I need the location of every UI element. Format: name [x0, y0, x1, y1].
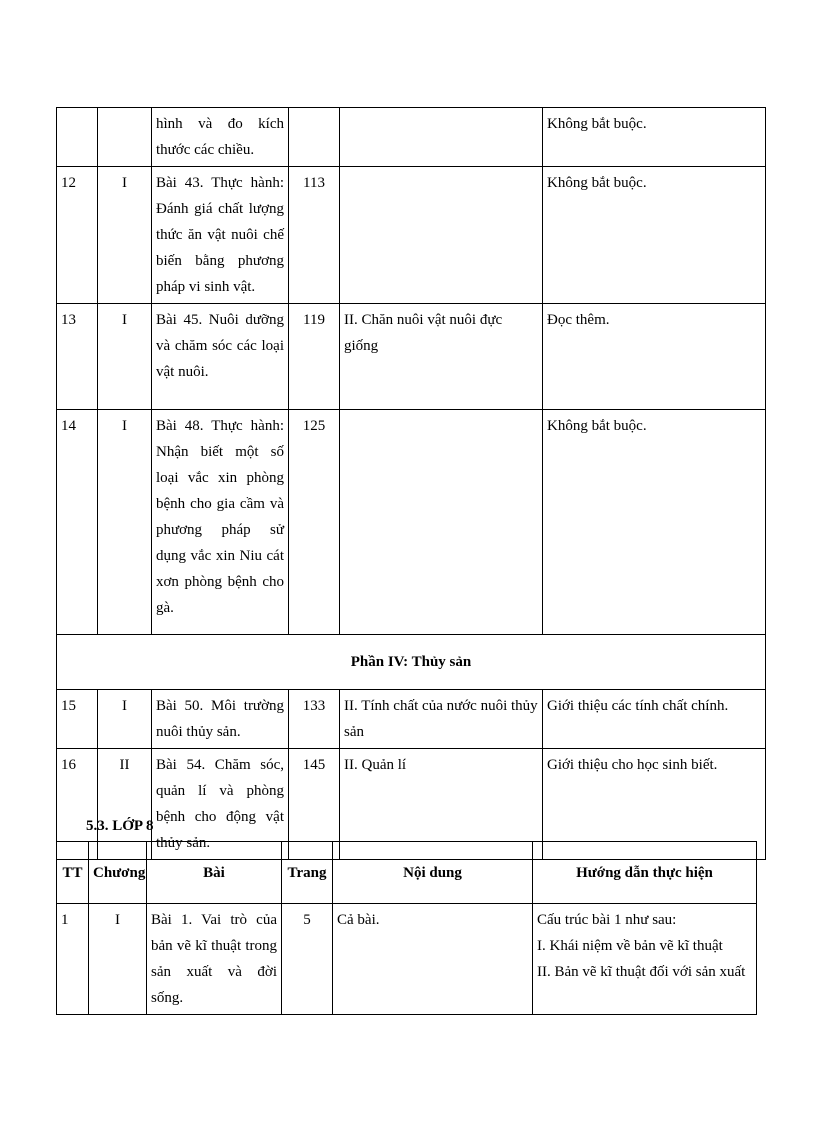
cell-trang [289, 108, 340, 167]
section-row [57, 635, 766, 690]
header-chuong: Chương [89, 842, 147, 904]
cell-chuong: I [98, 690, 152, 749]
header-noi-dung: Nội dung [333, 842, 533, 904]
cell-chuong [98, 108, 152, 167]
main-table [56, 107, 766, 860]
cell-trang: 133 [289, 690, 340, 749]
cell-chuong: I [98, 167, 152, 304]
header-tt: TT [57, 842, 89, 904]
table-row [57, 304, 766, 410]
cell-noi-dung [340, 108, 543, 167]
header-bai: Bài [147, 842, 282, 904]
cell-huong-dan: Đọc thêm. [543, 304, 766, 410]
cell-tt: 1 [57, 904, 89, 1015]
table-row [57, 108, 766, 167]
cell-bai: Bài 45. Nuôi dưỡng và chăm sóc các loại vật nuôi. [152, 304, 289, 410]
cell-huong-dan: Giới thiệu cho học sinh biết. [543, 749, 766, 860]
huong-dan-line: I. Khái niệm về bản vẽ kĩ thuật [537, 938, 723, 954]
cell-bai: Bài 1. Vai trò của bản vẽ kĩ thuật trong sản xuất và đời sống. [147, 904, 282, 1015]
cell-trang: 5 [282, 904, 333, 1015]
cell-tt: 12 [57, 167, 98, 304]
cell-noi-dung [340, 410, 543, 635]
cell-tt [57, 108, 98, 167]
header-trang: Trang [282, 842, 333, 904]
cell-huong-dan: Không bắt buộc. [543, 410, 766, 635]
cell-chuong: I [89, 904, 147, 1015]
cell-tt: 13 [57, 304, 98, 410]
cell-noi-dung: Cả bài. [333, 904, 533, 1015]
cell-bai: Bài 54. Chăm sóc, quản lí và phòng bệnh cho động vật thủy sản. [152, 749, 289, 860]
cell-huong-dan: Giới thiệu các tính chất chính. [543, 690, 766, 749]
cell-chuong: I [98, 304, 152, 410]
cell-noi-dung: II. Tính chất của nước nuôi thủy sản [340, 690, 543, 749]
cell-tt: 15 [57, 690, 98, 749]
cell-noi-dung: II. Chăn nuôi vật nuôi đực giống [340, 304, 543, 410]
cell-noi-dung: II. Quản lí [340, 749, 543, 860]
header-huong-dan: Hướng dẫn thực hiện [533, 842, 757, 904]
cell-bai: Bài 48. Thực hành: Nhận biết một số loại vắc xin phòng bệnh cho gia cầm và phương pháp sử dụng vắc xin Niu cát xơn phòng bệnh cho gà. [152, 410, 289, 635]
table-row [57, 690, 766, 749]
section-heading-lop8: 5.3. LỚP 8 [86, 818, 154, 834]
cell-chuong: I [98, 410, 152, 635]
cell-trang: 125 [289, 410, 340, 635]
cell-huong-dan: Không bắt buộc. [543, 108, 766, 167]
cell-noi-dung [340, 167, 543, 304]
cell-chuong: II [98, 749, 152, 860]
huong-dan-line: II. Bản vẽ kĩ thuật đối với sản xuất [537, 964, 746, 980]
cell-huong-dan: Không bắt buộc. [543, 167, 766, 304]
cell-huong-dan [533, 904, 757, 1015]
cell-tt: 16 [57, 749, 98, 860]
cell-bai: hình và đo kích thước các chiều. [152, 108, 289, 167]
cell-trang: 113 [289, 167, 340, 304]
section-title: Phần IV: Thủy sản [57, 635, 766, 690]
cell-bai: Bài 43. Thực hành: Đánh giá chất lượng thức ăn vật nuôi chế biến bằng phương pháp vi sinh vật. [152, 167, 289, 304]
cell-trang: 119 [289, 304, 340, 410]
huong-dan-line: Cấu trúc bài 1 như sau: [537, 912, 677, 928]
cell-trang: 145 [289, 749, 340, 860]
table-row [57, 410, 766, 635]
table-header-row [57, 842, 757, 904]
table-row [57, 167, 766, 304]
cell-tt: 14 [57, 410, 98, 635]
lop8-table [56, 841, 757, 1015]
table-row [57, 904, 757, 1015]
cell-bai: Bài 50. Môi trường nuôi thủy sản. [152, 690, 289, 749]
